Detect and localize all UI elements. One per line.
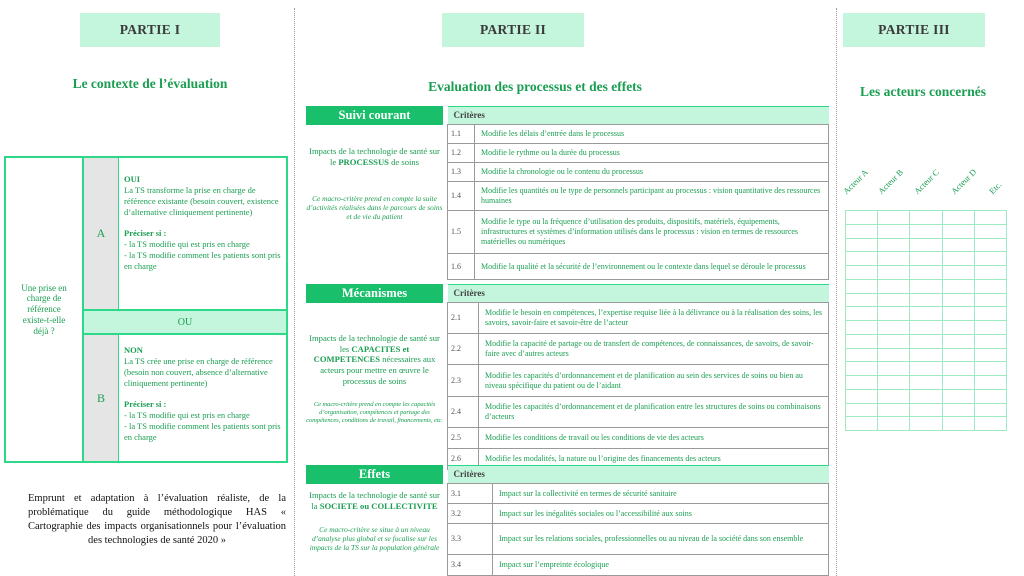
actor-grid-cell bbox=[878, 238, 910, 252]
section-effets-note: Ce macro-critère se situe à un niveau d’analyse plus global et se focalise sur les impacts de la TS sur la population générale bbox=[309, 525, 440, 553]
criteria-table-suivi-courant bbox=[447, 106, 829, 280]
actor-grid-row bbox=[846, 334, 1007, 348]
column-separator-right bbox=[836, 8, 837, 576]
section-effets-banner: Effets bbox=[306, 465, 443, 484]
actor-grid-cell bbox=[878, 266, 910, 280]
actor-grid-cell bbox=[974, 238, 1006, 252]
actor-grid-row bbox=[846, 376, 1007, 390]
actor-grid-cell bbox=[974, 307, 1006, 321]
actor-grid-cell bbox=[974, 403, 1006, 417]
option-a-letter: A bbox=[84, 158, 118, 309]
actor-grid-cell bbox=[974, 362, 1006, 376]
table-row: 3.2 Impact sur les inégalités sociales ou l’accessibilité aux soins bbox=[448, 504, 829, 524]
table-row: 2.3 Modifie les capacités d’ordonnancement et de planification au sein des services de soins ou bien au niveau spécifique du patient ou de l’aidant bbox=[448, 365, 829, 397]
table-row: 3.3 Impact sur les relations sociales, professionnelles ou au niveau de la société dans son ensemble bbox=[448, 524, 829, 555]
actor-grid-row bbox=[846, 321, 1007, 335]
actor-grid-cell bbox=[846, 348, 878, 362]
actor-grid-cell bbox=[846, 376, 878, 390]
table-row: 1.4 Modifie les quantités ou le type de personnels participant au processus : vision quantitative des ressources humaines bbox=[448, 182, 829, 211]
actor-label-a: Acteur A bbox=[840, 167, 870, 196]
actor-grid-cell bbox=[878, 307, 910, 321]
actor-grid-cell bbox=[910, 266, 942, 280]
actor-grid-cell bbox=[846, 362, 878, 376]
option-a-desc: La TS transforme la prise en charge de référence existante (besoin couvert, existence d’alternative cliniquement pertinente) bbox=[124, 185, 279, 218]
actor-grid-cell bbox=[974, 224, 1006, 238]
actor-grid-row bbox=[846, 211, 1007, 225]
actor-grid-row bbox=[846, 307, 1007, 321]
actor-grid-cell bbox=[846, 238, 878, 252]
actor-grid-cell bbox=[910, 348, 942, 362]
partie-1-title: Le contexte de l’évaluation bbox=[72, 76, 228, 91]
section-effets-desc: Impacts de la technologie de santé sur la SOCIETE ou COLLECTIVITE bbox=[309, 490, 440, 511]
actor-grid-cell bbox=[878, 417, 910, 431]
option-a-divider bbox=[118, 158, 119, 309]
partie-2-banner: PARTIE II bbox=[442, 13, 584, 47]
actor-grid-cell bbox=[910, 211, 942, 225]
actor-grid-cell bbox=[878, 348, 910, 362]
actor-grid-cell bbox=[974, 293, 1006, 307]
actor-grid-cell bbox=[878, 334, 910, 348]
source-footnote: Emprunt et adaptation à l’évaluation réaliste, de la problématique du guide méthodologique HAS « Cartographie des impacts organisationnels pour l’évaluation des technologies de santé 2020 » bbox=[28, 493, 286, 546]
actor-grid-row bbox=[846, 238, 1007, 252]
option-a-head: OUI bbox=[124, 174, 141, 184]
actor-grid-cell bbox=[942, 293, 974, 307]
actor-grid-cell bbox=[910, 376, 942, 390]
table-row: 3.1 Impact sur la collectivité en termes de sécurité sanitaire bbox=[448, 484, 829, 504]
option-a-bullet-2: - la TS modifie comment les patients sont pris en charge bbox=[124, 250, 281, 272]
actor-grid-cell bbox=[846, 211, 878, 225]
actor-grid-cell bbox=[910, 238, 942, 252]
criteres-header: Critères bbox=[448, 107, 829, 125]
actor-grid-cell bbox=[878, 362, 910, 376]
section-mecanismes-desc: Impacts de la technologie de santé sur les CAPACITES et COMPETENCES nécessaires aux acteurs pour mettre en œuvre le processus de soins bbox=[309, 333, 440, 386]
option-b-head: NON bbox=[124, 345, 143, 355]
table-row: 2.6 Modifie les modalités, la nature ou l’origine des financements des acteurs bbox=[448, 449, 829, 470]
option-b-text bbox=[124, 345, 284, 443]
actor-grid-cell bbox=[974, 252, 1006, 266]
actor-label-d: Acteur D bbox=[948, 166, 979, 196]
actor-grid-cell bbox=[942, 334, 974, 348]
actor-grid-cell bbox=[974, 211, 1006, 225]
actor-grid-cell bbox=[878, 224, 910, 238]
criteres-header: Critères bbox=[448, 285, 829, 303]
actor-grid-cell bbox=[878, 211, 910, 225]
actor-grid-cell bbox=[878, 252, 910, 266]
ou-separator: OU bbox=[84, 309, 286, 335]
table-row: 3.4 Impact sur l’empreinte écologique bbox=[448, 555, 829, 576]
actor-grid-cell bbox=[910, 334, 942, 348]
actor-grid-cell bbox=[942, 252, 974, 266]
table-row: 1.2 Modifie le rythme ou la durée du processus bbox=[448, 144, 829, 163]
actor-grid-row bbox=[846, 224, 1007, 238]
actor-grid-cell bbox=[846, 417, 878, 431]
option-b-bullet-2: - la TS modifie comment les patients sont pris en charge bbox=[124, 421, 281, 443]
actor-grid-row bbox=[846, 279, 1007, 293]
section-suivi-courant-banner: Suivi courant bbox=[306, 106, 443, 125]
actor-grid-cell bbox=[942, 279, 974, 293]
table-row: 2.2 Modifie la capacité de partage ou de transfert de compétences, de connaissances, de savoirs, de savoir-faire avec d’autres acteurs bbox=[448, 334, 829, 365]
actor-grid-row bbox=[846, 293, 1007, 307]
section-suivi-courant-desc: Impacts de la technologie de santé sur le PROCESSUS de soins bbox=[309, 146, 440, 167]
table-row: 2.1 Modifie le besoin en compétences, l’expertise requise liée à la délivrance ou à la réalisation des soins, les savoirs, savoir-faire et savoir-être de l’acteur bbox=[448, 303, 829, 334]
actor-grid-cell bbox=[942, 307, 974, 321]
actor-grid-cell bbox=[942, 417, 974, 431]
partie-3-title: Les acteurs concernés bbox=[860, 84, 986, 99]
actor-grid-cell bbox=[942, 376, 974, 390]
actor-grid-cell bbox=[942, 224, 974, 238]
actor-grid-cell bbox=[910, 293, 942, 307]
actor-grid-cell bbox=[910, 417, 942, 431]
section-suivi-courant-note: Ce macro-critère prend en compte la suite d’activités réalisées dans le parcours de soins et de vie du patient bbox=[306, 194, 443, 222]
actor-grid-cell bbox=[846, 334, 878, 348]
column-separator-left bbox=[294, 8, 295, 576]
actor-grid-cell bbox=[942, 238, 974, 252]
criteres-header: Critères bbox=[448, 466, 829, 484]
actor-grid-cell bbox=[910, 252, 942, 266]
actor-grid-cell bbox=[942, 348, 974, 362]
actor-grid-cell bbox=[878, 376, 910, 390]
table-row: 2.5 Modifie les conditions de travail ou les conditions de vie des acteurs bbox=[448, 428, 829, 449]
actor-grid-cell bbox=[942, 321, 974, 335]
actor-grid-cell bbox=[846, 279, 878, 293]
partie-2-title: Evaluation des processus et des effets bbox=[428, 79, 642, 94]
actor-grid-cell bbox=[942, 362, 974, 376]
option-a-bullet-1: - la TS modifie qui est pris en charge bbox=[124, 239, 250, 250]
actor-grid-cell bbox=[974, 348, 1006, 362]
actor-grid-cell bbox=[846, 266, 878, 280]
table-row: 1.3 Modifie la chronologie ou le contenu du processus bbox=[448, 163, 829, 182]
actor-grid-cell bbox=[910, 279, 942, 293]
actor-grid-row bbox=[846, 362, 1007, 376]
actor-grid-cell bbox=[846, 307, 878, 321]
option-b-divider bbox=[118, 335, 119, 461]
actor-grid-cell bbox=[942, 211, 974, 225]
actor-label-c: Acteur C bbox=[911, 167, 941, 196]
actor-grid-row bbox=[846, 389, 1007, 403]
section-mecanismes-banner: Mécanismes bbox=[306, 284, 443, 303]
actor-grid-cell bbox=[846, 389, 878, 403]
criteria-table-effets bbox=[447, 465, 829, 576]
section-mecanismes-note: Ce macro-critère prend en compte les capacités d’organisation, compétences et partage des compétences, conditions de travail, financements, etc. bbox=[306, 401, 443, 425]
option-b-letter: B bbox=[84, 335, 118, 461]
actor-grid-cell bbox=[878, 389, 910, 403]
actor-grid-cell bbox=[846, 321, 878, 335]
actor-grid-row bbox=[846, 417, 1007, 431]
actor-grid-cell bbox=[974, 334, 1006, 348]
actor-grid-cell bbox=[942, 389, 974, 403]
option-b-bullet-1: - la TS modifie qui est pris en charge bbox=[124, 410, 250, 421]
actor-grid-cell bbox=[846, 293, 878, 307]
actor-grid-cell bbox=[910, 389, 942, 403]
option-a-text bbox=[124, 174, 284, 272]
actor-grid-row bbox=[846, 252, 1007, 266]
actor-grid-cell bbox=[846, 224, 878, 238]
actor-grid-cell bbox=[974, 279, 1006, 293]
option-b-desc: La TS crée une prise en charge de référence (besoin non couvert, absence d’alternative cliniquement pertinente) bbox=[124, 356, 273, 389]
partie-3-banner: PARTIE III bbox=[843, 13, 985, 47]
actors-grid bbox=[845, 210, 1007, 431]
actor-grid-cell bbox=[910, 321, 942, 335]
table-row: 2.4 Modifie les capacités d’ordonnancement et de planification entre les structures de soins ou combinaisons d’acteurs bbox=[448, 397, 829, 428]
actor-grid-cell bbox=[846, 403, 878, 417]
actor-grid-cell bbox=[910, 403, 942, 417]
actor-grid-cell bbox=[878, 279, 910, 293]
option-b-preciser: Préciser si : bbox=[124, 399, 167, 410]
actor-grid-row bbox=[846, 348, 1007, 362]
actor-grid-row bbox=[846, 403, 1007, 417]
actor-grid-cell bbox=[910, 307, 942, 321]
actor-grid-cell bbox=[846, 252, 878, 266]
table-row: 1.6 Modifie la qualité et la sécurité de l’environnement ou le contexte dans lequel se déroule le processus bbox=[448, 254, 829, 280]
actor-grid-cell bbox=[878, 293, 910, 307]
option-a-preciser: Préciser si : bbox=[124, 228, 167, 239]
context-decision-box bbox=[4, 156, 288, 463]
actor-grid-row bbox=[846, 266, 1007, 280]
actor-grid-cell bbox=[974, 389, 1006, 403]
criteria-table-mecanismes bbox=[447, 284, 829, 470]
actor-grid-cell bbox=[878, 321, 910, 335]
actor-grid-cell bbox=[974, 417, 1006, 431]
actor-grid-cell bbox=[910, 362, 942, 376]
partie-1-banner: PARTIE I bbox=[80, 13, 220, 47]
table-row: 1.1 Modifie les délais d’entrée dans le processus bbox=[448, 125, 829, 144]
actor-grid-cell bbox=[974, 266, 1006, 280]
actor-label-etc: Etc. bbox=[986, 179, 1004, 196]
reference-question: Une prise en charge de référence existe-t-elle déjà ? bbox=[21, 282, 67, 336]
actor-grid-cell bbox=[974, 321, 1006, 335]
actor-grid-cell bbox=[942, 403, 974, 417]
actor-grid-cell bbox=[878, 403, 910, 417]
actor-grid-cell bbox=[910, 224, 942, 238]
actor-grid-cell bbox=[974, 376, 1006, 390]
actor-grid-cell bbox=[942, 266, 974, 280]
actor-label-b: Acteur B bbox=[875, 167, 905, 196]
table-row: 1.5 Modifie le type ou la fréquence d’utilisation des produits, dispositifs, matériels, équipements, infrastructures et systèmes d’information utilisés dans le processus : vision en termes de ressources matérielles ou numériques bbox=[448, 211, 829, 254]
